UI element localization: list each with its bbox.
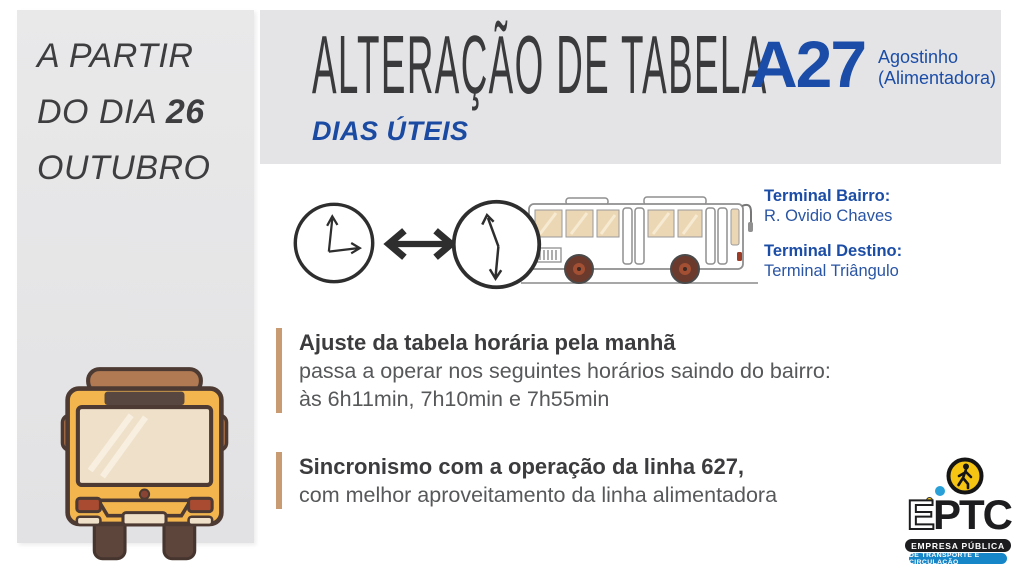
note-line: com melhor aproveitamento da linha alimentadora (299, 483, 778, 507)
page-subtitle: DIAS ÚTEIS (312, 116, 469, 146)
note-sync-line-627 (276, 452, 777, 509)
note-line: passa a operar nos seguintes horários saindo do bairro: (299, 359, 831, 383)
note-title: Ajuste da tabela horária pela manhã (299, 330, 676, 355)
page-title: ALTERAÇÃO DE TABELA (312, 19, 768, 111)
bus-side-icon (516, 190, 762, 290)
date-line-2: DO DIA 26 (37, 93, 205, 131)
terminal-destino-label: Terminal Destino: (764, 242, 903, 260)
clock-icon-2 (449, 197, 544, 292)
line-name-text: Agostinho (878, 47, 959, 67)
date-line-1: A PARTIR (37, 37, 194, 75)
terminal-bairro-label: Terminal Bairro: (764, 187, 891, 205)
line-type-text: (Alimentadora) (878, 68, 997, 88)
date-day-number: 26 (165, 93, 205, 131)
terminal-bairro-group (764, 186, 1004, 226)
eptc-banner-transporte: DE TRANSPORTE E CIRCULAÇÃO (908, 552, 1008, 565)
date-line-3: OUTUBRO (37, 149, 211, 187)
terminal-destino-value: Terminal Triângulo (764, 262, 899, 280)
clock-icon (291, 200, 377, 286)
note-line: às 6h11min, 7h10min e 7h55min (299, 387, 610, 411)
line-name (878, 47, 996, 89)
terminal-bairro-value: R. Ovidio Chaves (764, 207, 893, 225)
note-schedule-adjustment (276, 328, 831, 413)
accent-bar (276, 328, 282, 413)
eptc-wordmark: EPTC (907, 491, 1012, 538)
note-content (299, 452, 777, 509)
eptc-banner-empresa: EMPRESA PÚBLICA (904, 538, 1012, 553)
note-content (299, 328, 831, 413)
eptc-logo (899, 450, 1021, 568)
note-title: Sincronismo com a operação da linha 627, (299, 454, 745, 479)
pedestrian-icon (945, 456, 985, 496)
double-arrow-icon (381, 225, 459, 263)
accent-bar (276, 452, 282, 509)
terminal-destino-group (764, 241, 1004, 281)
start-date-text (37, 28, 211, 196)
bus-front-icon (47, 364, 242, 569)
line-code: A27 (750, 27, 866, 101)
terminal-info (764, 186, 1004, 296)
date-sidebar-panel (17, 10, 254, 543)
